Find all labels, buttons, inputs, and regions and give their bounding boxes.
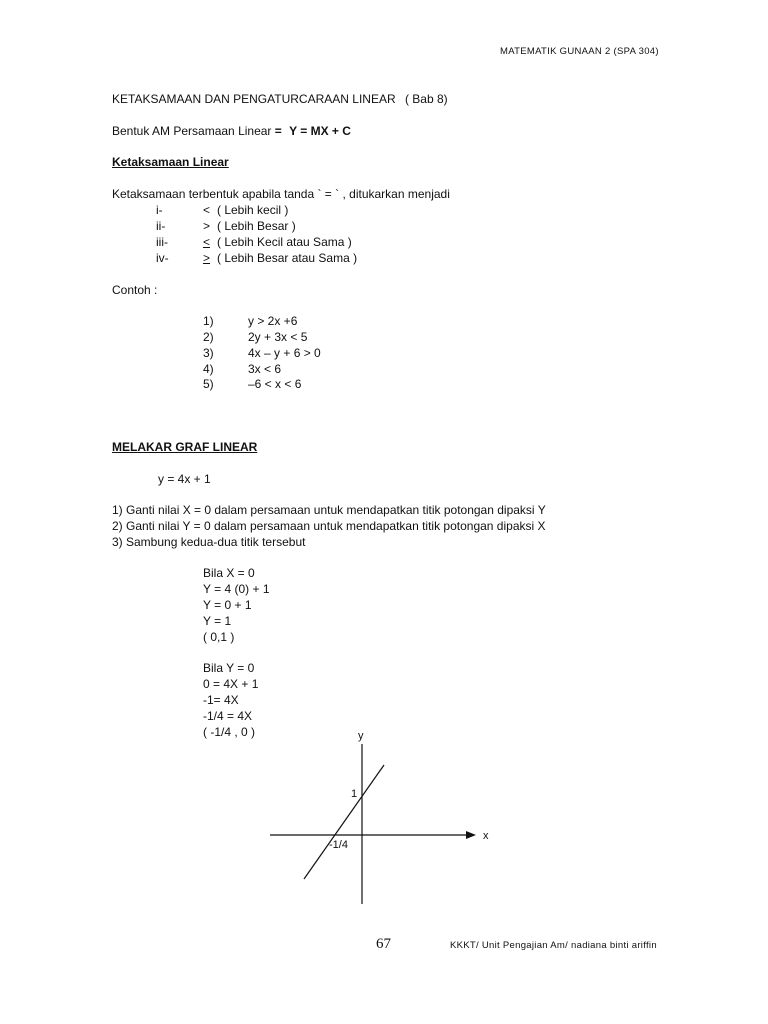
y-axis-label: y	[358, 730, 364, 742]
general-form-line	[112, 124, 351, 139]
chapter-title-line	[112, 92, 448, 107]
step-item: 1) Ganti nilai X = 0 dalam persamaan untuk mendapatkan titik potongan dipaksi Y	[112, 503, 546, 517]
step-item: 2) Ganti nilai Y = 0 dalam persamaan untuk mendapatkan titik potongan dipaksi X	[112, 519, 546, 533]
contoh-label: Contoh :	[112, 283, 158, 297]
x-intercept-label: -1/4	[329, 839, 348, 851]
inequality-desc: ( Lebih Besar atau Sama )	[217, 251, 358, 265]
work-line: Bila X = 0	[203, 566, 255, 580]
graph-equation: y = 4x + 1	[158, 472, 211, 486]
inequality-num: iii-	[156, 235, 168, 249]
example-num: 4)	[203, 362, 214, 376]
work-line: Y = 0 + 1	[203, 598, 252, 612]
page-number: 67	[376, 936, 391, 952]
footer-credit: KKKT/ Unit Pengajian Am/ nadiana binti ariffin	[450, 940, 657, 951]
example-expr: 2y + 3x < 5	[248, 330, 308, 344]
inequality-desc: ( Lebih Besar )	[217, 219, 296, 233]
x-axis-label: x	[483, 830, 489, 842]
inequality-intro: Ketaksamaan terbentuk apabila tanda ` = ` , ditukarkan menjadi	[112, 187, 450, 201]
work-line: Y = 1	[203, 614, 232, 628]
example-num: 3)	[203, 346, 214, 360]
work-line: ( -1/4 , 0 )	[203, 725, 256, 739]
example-num: 1)	[203, 314, 214, 328]
work-line: Bila Y = 0	[203, 661, 255, 675]
work-line: -1/4 = 4X	[203, 709, 253, 723]
inequality-desc: ( Lebih Kecil atau Sama )	[217, 235, 352, 249]
step-item: 3) Sambung kedua-dua titik tersebut	[112, 535, 306, 549]
inequality-num: ii-	[156, 219, 166, 233]
section-heading-ketaksamaan: Ketaksamaan Linear	[112, 155, 229, 169]
inequality-symbol: <	[203, 203, 211, 217]
inequality-num: i-	[156, 203, 163, 217]
work-line: 0 = 4X + 1	[203, 677, 259, 691]
x-axis-arrow	[466, 831, 476, 839]
section-heading-graf: MELAKAR GRAF LINEAR	[112, 440, 258, 454]
chapter-title: KETAKSAMAAN DAN PENGATURCARAAN LINEAR	[112, 92, 396, 106]
y-intercept-label: 1	[351, 788, 358, 800]
example-expr: 3x < 6	[248, 362, 282, 376]
inequality-symbol: >	[203, 251, 211, 265]
example-expr: –6 < x < 6	[248, 377, 302, 391]
general-form-formula: Y = MX + C	[289, 124, 351, 138]
example-expr: y > 2x +6	[248, 314, 298, 328]
general-form-equals: =	[274, 124, 282, 138]
example-num: 5)	[203, 377, 214, 391]
line-y-equals-4x-plus-1	[304, 765, 384, 879]
work-line: Y = 4 (0) + 1	[203, 582, 270, 596]
inequality-symbol: >	[203, 219, 211, 233]
general-form-label: Bentuk AM Persamaan Linear	[112, 124, 272, 138]
work-line: ( 0,1 )	[203, 630, 235, 644]
work-line: -1= 4X	[203, 693, 239, 707]
inequality-desc: ( Lebih kecil )	[217, 203, 289, 217]
course-header: MATEMATIK GUNAAN 2 (SPA 304)	[500, 46, 659, 57]
example-num: 2)	[203, 330, 214, 344]
linear-graph	[260, 728, 510, 910]
example-expr: 4x – y + 6 > 0	[248, 346, 321, 360]
inequality-symbol: <	[203, 235, 211, 249]
chapter-ref: ( Bab 8)	[404, 92, 448, 106]
inequality-num: iv-	[156, 251, 169, 265]
